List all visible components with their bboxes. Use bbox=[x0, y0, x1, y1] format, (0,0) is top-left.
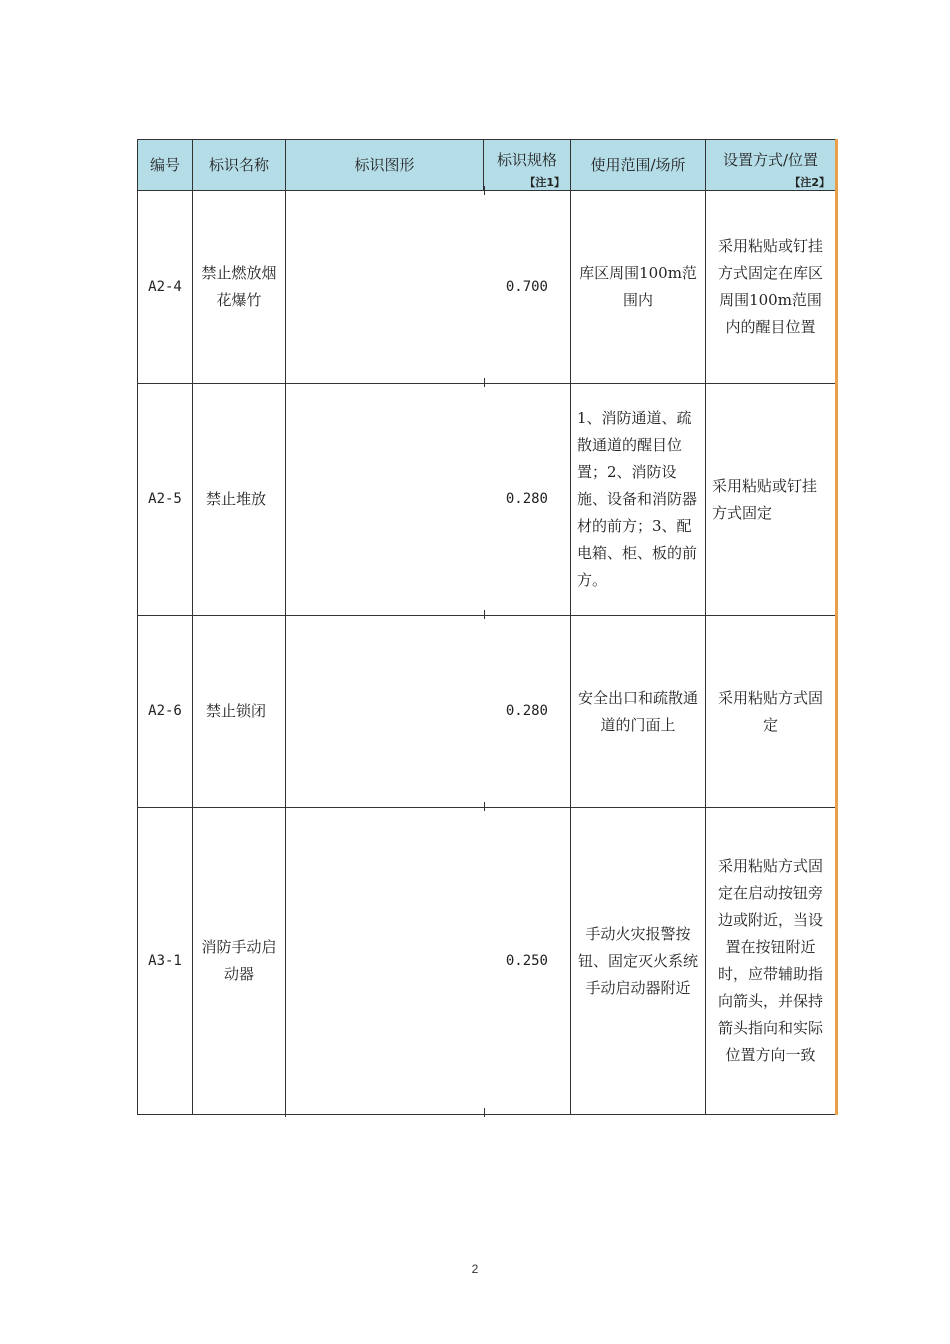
row-graphic bbox=[286, 191, 484, 384]
header-spec-note: 【注1】 bbox=[524, 176, 565, 189]
row-graphic bbox=[286, 616, 484, 808]
header-spec bbox=[484, 140, 571, 191]
header-scope: 使用范围/场所 bbox=[571, 140, 706, 191]
column-tick bbox=[484, 1108, 485, 1117]
row-graphic bbox=[286, 384, 484, 616]
table-row bbox=[138, 808, 837, 1115]
header-setting-label: 设置方式/位置 bbox=[722, 150, 819, 169]
header-setting bbox=[706, 140, 837, 191]
column-tick bbox=[484, 186, 485, 195]
table-row bbox=[138, 616, 837, 808]
column-tick bbox=[285, 378, 286, 387]
header-name: 标识名称 bbox=[193, 140, 286, 191]
row-name: 禁止锁闭 bbox=[193, 616, 286, 808]
row-spec: 0.250 bbox=[484, 808, 571, 1115]
column-tick bbox=[484, 378, 485, 387]
row-spec: 0.280 bbox=[484, 616, 571, 808]
row-code: A2-4 bbox=[138, 191, 193, 384]
row-scope: 安全出口和疏散通道的门面上 bbox=[571, 616, 706, 808]
row-name: 消防手动启动器 bbox=[193, 808, 286, 1115]
table-row bbox=[138, 384, 837, 616]
row-graphic bbox=[286, 808, 484, 1115]
column-tick bbox=[285, 1108, 286, 1117]
row-name: 禁止燃放烟花爆竹 bbox=[193, 191, 286, 384]
row-method: 采用粘贴方式固定 bbox=[706, 616, 837, 808]
row-method: 采用粘贴或钉挂方式固定 bbox=[706, 384, 837, 616]
row-code: A2-5 bbox=[138, 384, 193, 616]
column-tick bbox=[285, 802, 286, 811]
column-tick bbox=[484, 610, 485, 619]
row-spec: 0.700 bbox=[484, 191, 571, 384]
row-spec: 0.280 bbox=[484, 384, 571, 616]
row-scope: 手动火灾报警按钮、固定灭火系统手动启动器附近 bbox=[571, 808, 706, 1115]
table-header-row bbox=[138, 140, 837, 191]
row-code: A2-6 bbox=[138, 616, 193, 808]
row-code: A3-1 bbox=[138, 808, 193, 1115]
column-tick bbox=[285, 610, 286, 619]
column-tick bbox=[484, 802, 485, 811]
header-setting-note: 【注2】 bbox=[789, 176, 830, 189]
header-code: 编号 bbox=[138, 140, 193, 191]
row-method: 采用粘贴或钉挂方式固定在库区周围100m范围内的醒目位置 bbox=[706, 191, 837, 384]
row-scope: 1、消防通道、疏散通道的醒目位置；2、消防设施、设备和消防器材的前方；3、配电箱、柜、板的前方。 bbox=[571, 384, 706, 616]
row-method: 采用粘贴方式固定在启动按钮旁边或附近，当设置在按钮附近时，应带辅助指向箭头，并保持箭头指向和实际位置方向一致 bbox=[706, 808, 837, 1115]
row-name: 禁止堆放 bbox=[193, 384, 286, 616]
row-scope: 库区周围100m范围内 bbox=[571, 191, 706, 384]
table-row bbox=[138, 191, 837, 384]
sign-spec-table bbox=[137, 139, 838, 1115]
page-number: 2 bbox=[471, 1262, 479, 1276]
header-graphic: 标识图形 bbox=[286, 140, 484, 191]
column-tick bbox=[285, 186, 286, 195]
header-spec-label: 标识规格 bbox=[496, 150, 557, 169]
